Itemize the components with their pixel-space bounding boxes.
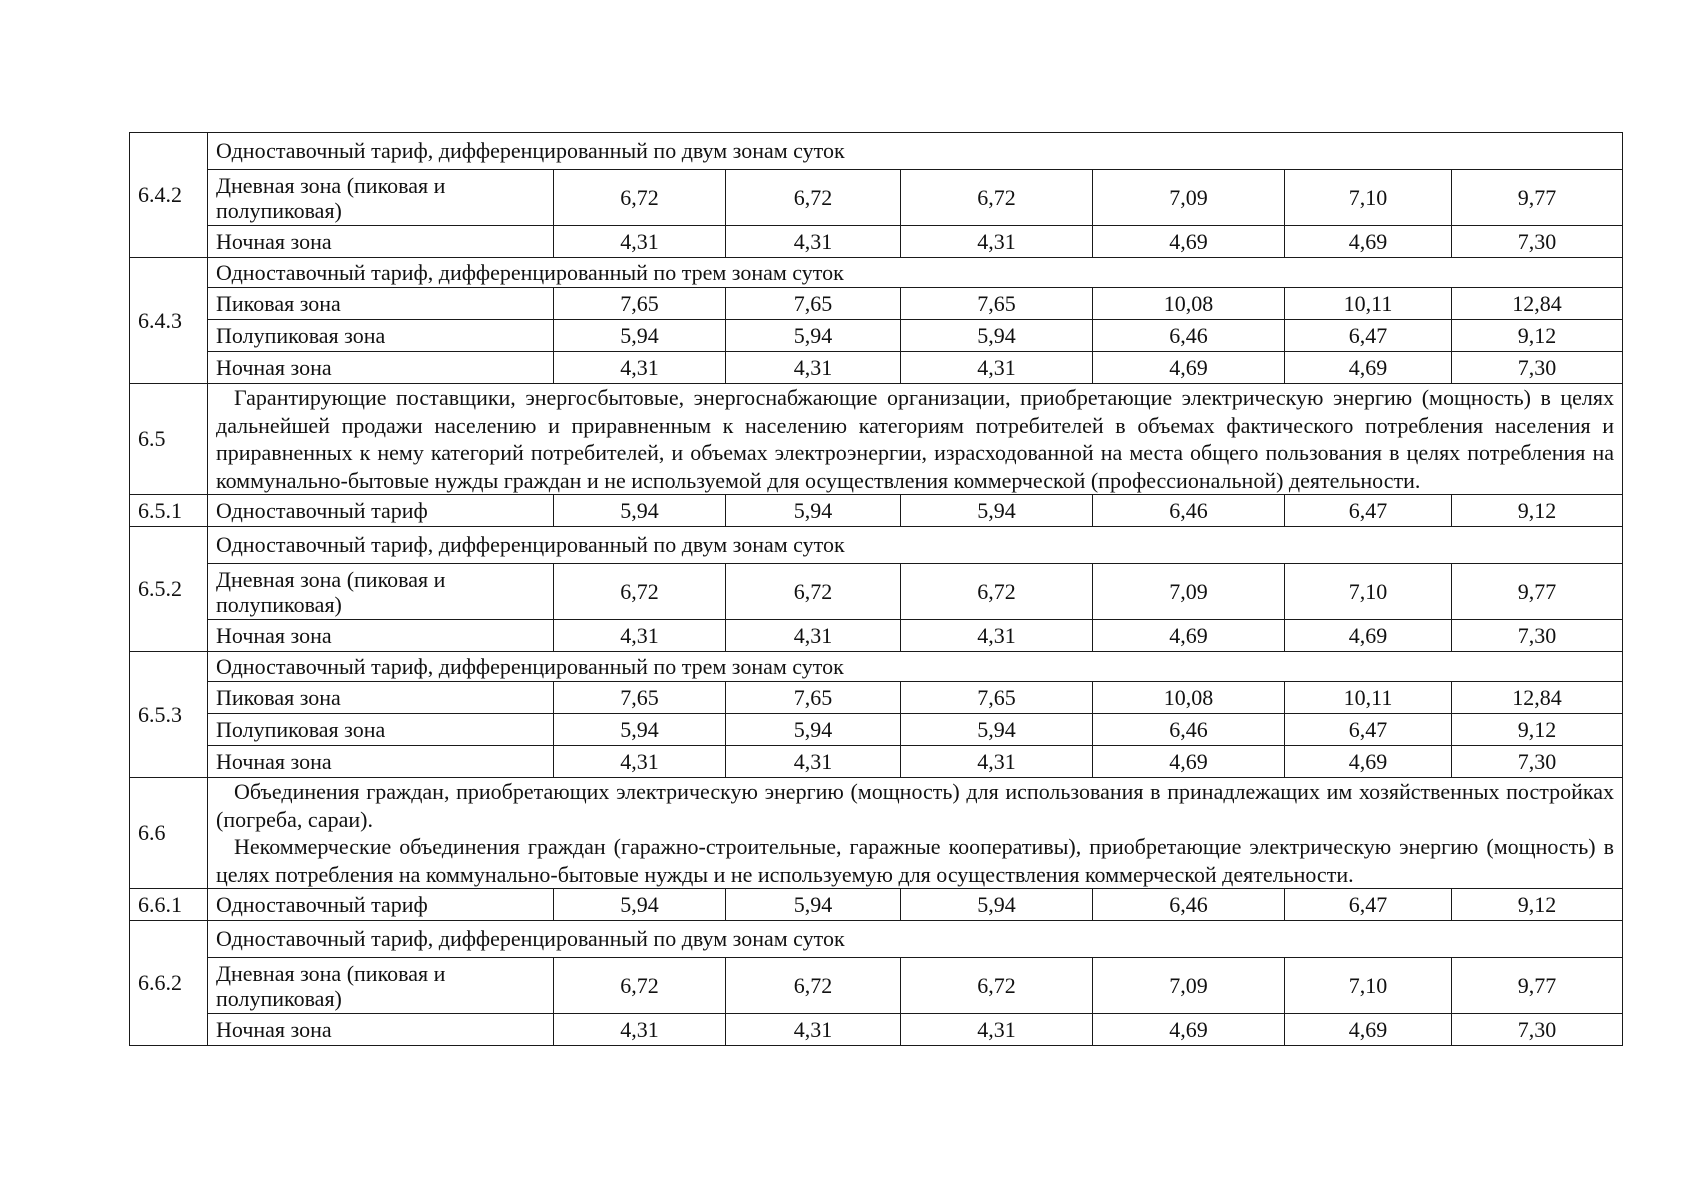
row-number: 6.6.2 (130, 921, 208, 1046)
tariff-value: 7,09 (1093, 564, 1285, 620)
tariff-value: 6,72 (554, 564, 726, 620)
tariff-value: 7,65 (901, 288, 1093, 320)
tariff-value: 4,69 (1285, 226, 1452, 258)
table-row (130, 1014, 1623, 1046)
tariff-value: 4,31 (554, 620, 726, 652)
tariff-value: 5,94 (901, 714, 1093, 746)
tariff-value: 5,94 (901, 495, 1093, 527)
tariff-value: 9,77 (1452, 564, 1623, 620)
tariff-value: 6,72 (726, 564, 901, 620)
tariff-value: 4,31 (554, 1014, 726, 1046)
section-title: Одноставочный тариф, дифференцированный по двум зонам суток (208, 133, 1623, 170)
tariff-value: 6,72 (726, 958, 901, 1014)
tariff-value: 5,94 (554, 889, 726, 921)
table-row (130, 288, 1623, 320)
tariff-value: 5,94 (554, 714, 726, 746)
zone-label: Ночная зона (208, 746, 554, 778)
tariff-value: 12,84 (1452, 288, 1623, 320)
zone-label: Полупиковая зона (208, 714, 554, 746)
table-row (130, 384, 1623, 495)
tariff-value: 7,30 (1452, 746, 1623, 778)
zone-label: Пиковая зона (208, 288, 554, 320)
row-number: 6.5.3 (130, 652, 208, 778)
section-title: Одноставочный тариф, дифференцированный по трем зонам суток (208, 258, 1623, 288)
tariff-value: 6,46 (1093, 889, 1285, 921)
tariff-value: 4,69 (1285, 620, 1452, 652)
tariff-value: 4,31 (726, 352, 901, 384)
table-row (130, 889, 1623, 921)
tariff-value: 7,10 (1285, 564, 1452, 620)
tariff-value: 4,69 (1093, 1014, 1285, 1046)
section-description (208, 778, 1623, 889)
tariff-value: 6,46 (1093, 495, 1285, 527)
tariff-value: 10,08 (1093, 288, 1285, 320)
row-number: 6.4.2 (130, 133, 208, 258)
tariff-value: 6,72 (726, 170, 901, 226)
tariff-value: 6,47 (1285, 320, 1452, 352)
tariff-value: 6,47 (1285, 714, 1452, 746)
tariff-value: 10,11 (1285, 682, 1452, 714)
tariff-label: Одноставочный тариф (208, 495, 554, 527)
tariff-value: 7,30 (1452, 352, 1623, 384)
tariff-value: 7,30 (1452, 620, 1623, 652)
row-number: 6.6.1 (130, 889, 208, 921)
tariff-value: 5,94 (726, 495, 901, 527)
zone-label: Дневная зона (пиковая и полупиковая) (208, 958, 554, 1014)
tariff-value: 4,31 (726, 746, 901, 778)
tariff-value: 4,31 (901, 352, 1093, 384)
tariff-value: 5,94 (554, 320, 726, 352)
table-row (130, 620, 1623, 652)
table-row (130, 495, 1623, 527)
table-row (130, 133, 1623, 170)
tariff-value: 9,77 (1452, 170, 1623, 226)
tariff-table (129, 132, 1623, 1046)
tariff-value: 6,47 (1285, 889, 1452, 921)
table-row (130, 564, 1623, 620)
row-number: 6.6 (130, 778, 208, 889)
tariff-value: 9,12 (1452, 495, 1623, 527)
zone-label: Пиковая зона (208, 682, 554, 714)
row-number: 6.5.1 (130, 495, 208, 527)
tariff-value: 7,10 (1285, 958, 1452, 1014)
tariff-value: 4,69 (1093, 620, 1285, 652)
tariff-value: 4,31 (901, 620, 1093, 652)
tariff-value: 7,65 (554, 288, 726, 320)
table-row (130, 226, 1623, 258)
tariff-value: 7,30 (1452, 1014, 1623, 1046)
tariff-value: 9,12 (1452, 889, 1623, 921)
tariff-label: Одноставочный тариф (208, 889, 554, 921)
tariff-value: 4,69 (1285, 746, 1452, 778)
section-paragraph: Гарантирующие поставщики, энергосбытовые, энергоснабжающие организации, приобретающие электрическую энергию (мощность) в целях дальнейшей продажи населению и приравненным к населению категориям потребителей в объемах фактического потребления населения и приравненных к нему категорий потребителей, и объемах электроэнергии, израсходованной на места общего пользования в целях потребления на коммунально-бытовые нужды граждан и не используемой для осуществления коммерческой (профессиональной) деятельности. (216, 385, 1615, 493)
tariff-value: 4,31 (554, 226, 726, 258)
tariff-value: 9,77 (1452, 958, 1623, 1014)
table-row (130, 258, 1623, 288)
section-title: Одноставочный тариф, дифференцированный по трем зонам суток (208, 652, 1623, 682)
tariff-value: 4,31 (554, 352, 726, 384)
tariff-value: 5,94 (554, 495, 726, 527)
tariff-value: 7,10 (1285, 170, 1452, 226)
section-description (208, 384, 1623, 495)
table-row (130, 714, 1623, 746)
tariff-value: 7,65 (726, 682, 901, 714)
section-title: Одноставочный тариф, дифференцированный по двум зонам суток (208, 527, 1623, 564)
tariff-value: 5,94 (726, 714, 901, 746)
section-title: Одноставочный тариф, дифференцированный по двум зонам суток (208, 921, 1623, 958)
tariff-value: 7,09 (1093, 170, 1285, 226)
table-row (130, 170, 1623, 226)
section-paragraph: Объединения граждан, приобретающих электрическую энергию (мощность) для использования в принадлежащих им хозяйственных постройках (погреба, сараи). (216, 779, 1615, 832)
tariff-value: 4,31 (901, 1014, 1093, 1046)
section-paragraph: Некоммерческие объединения граждан (гаражно-строительные, гаражные кооперативы), приобретающие электрическую энергию (мощность) в целях потребления на коммунально-бытовые нужды и не используемую для осуществления коммерческой деятельности. (216, 834, 1615, 887)
tariff-value: 6,72 (554, 170, 726, 226)
table-row (130, 778, 1623, 889)
tariff-value: 4,69 (1285, 1014, 1452, 1046)
tariff-value: 10,08 (1093, 682, 1285, 714)
table-row (130, 958, 1623, 1014)
tariff-value: 6,72 (901, 958, 1093, 1014)
tariff-value: 4,69 (1285, 352, 1452, 384)
table-row (130, 921, 1623, 958)
zone-label: Полупиковая зона (208, 320, 554, 352)
tariff-value: 4,31 (901, 226, 1093, 258)
tariff-value: 7,65 (726, 288, 901, 320)
tariff-value: 9,12 (1452, 320, 1623, 352)
tariff-value: 12,84 (1452, 682, 1623, 714)
table-row (130, 527, 1623, 564)
zone-label: Ночная зона (208, 226, 554, 258)
tariff-value: 5,94 (726, 889, 901, 921)
tariff-value: 6,46 (1093, 714, 1285, 746)
tariff-value: 4,31 (726, 1014, 901, 1046)
tariff-value: 4,69 (1093, 352, 1285, 384)
tariff-value: 7,65 (554, 682, 726, 714)
row-number: 6.4.3 (130, 258, 208, 384)
tariff-value: 5,94 (901, 889, 1093, 921)
tariff-value: 4,69 (1093, 226, 1285, 258)
table-row (130, 746, 1623, 778)
table-row (130, 682, 1623, 714)
row-number: 6.5 (130, 384, 208, 495)
zone-label: Ночная зона (208, 620, 554, 652)
tariff-value: 9,12 (1452, 714, 1623, 746)
tariff-value: 5,94 (901, 320, 1093, 352)
zone-label: Дневная зона (пиковая и полупиковая) (208, 170, 554, 226)
tariff-value: 6,47 (1285, 495, 1452, 527)
tariff-value: 7,65 (901, 682, 1093, 714)
table-row (130, 652, 1623, 682)
tariff-value: 10,11 (1285, 288, 1452, 320)
tariff-value: 4,69 (1093, 746, 1285, 778)
tariff-value: 6,72 (554, 958, 726, 1014)
zone-label: Ночная зона (208, 352, 554, 384)
zone-label: Ночная зона (208, 1014, 554, 1046)
row-number: 6.5.2 (130, 527, 208, 652)
tariff-value: 6,72 (901, 170, 1093, 226)
table-row (130, 352, 1623, 384)
tariff-value: 7,30 (1452, 226, 1623, 258)
tariff-value: 7,09 (1093, 958, 1285, 1014)
tariff-value: 4,31 (554, 746, 726, 778)
table-row (130, 320, 1623, 352)
tariff-value: 4,31 (726, 620, 901, 652)
tariff-value: 4,31 (901, 746, 1093, 778)
zone-label: Дневная зона (пиковая и полупиковая) (208, 564, 554, 620)
tariff-value: 6,72 (901, 564, 1093, 620)
tariff-value: 5,94 (726, 320, 901, 352)
tariff-value: 4,31 (726, 226, 901, 258)
tariff-value: 6,46 (1093, 320, 1285, 352)
